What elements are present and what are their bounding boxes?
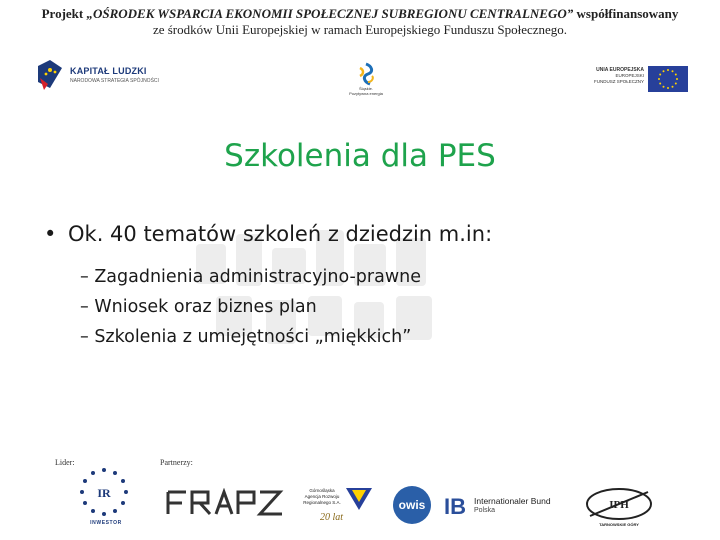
eu-flag-icon xyxy=(648,66,688,92)
project-title-line xyxy=(0,6,720,22)
inwestor-logo xyxy=(72,464,136,530)
inwestor-emblem-icon xyxy=(72,464,136,520)
iph-city: TARNOWSKIE GÓRY xyxy=(599,522,639,527)
sub-bullet-list xyxy=(80,266,421,356)
inwestor-name: INWESTOR xyxy=(90,520,122,526)
eu-logo xyxy=(588,64,690,94)
sub-bullet-item: – Szkolenia z umiejętności „miękkich” xyxy=(80,327,412,347)
ib-name: Internationaler Bund xyxy=(474,496,551,506)
funding-line: ze środków Unii Europejskiej w ramach Europejskiego Funduszu Społecznego. xyxy=(152,22,568,37)
slide-title: Szkolenia dla PES xyxy=(224,138,496,174)
owis-text: owis xyxy=(398,498,426,512)
garr-line1: Górnośląska xyxy=(309,488,335,493)
slaskie-logo xyxy=(344,62,388,102)
garr-line2: Agencja Rozwoju xyxy=(304,494,340,499)
frapz-logo-icon xyxy=(164,488,286,518)
garr-years: 20 lat xyxy=(320,512,344,523)
project-suffix: współfinansowany xyxy=(573,6,679,21)
garr-logo xyxy=(300,486,374,528)
main-bullet xyxy=(44,222,492,246)
eu-line3: FUNDUSZ SPOŁECZNY xyxy=(593,79,644,84)
eu-line1: UNIA EUROPEJSKA xyxy=(596,67,644,73)
ib-logo xyxy=(444,492,568,524)
garr-text xyxy=(300,488,344,506)
lider-label: Lider: xyxy=(55,458,75,467)
garr-emblem-icon xyxy=(346,488,372,510)
project-name: „OŚRODEK WSPARCIA EKONOMII SPOŁECZNEJ SUBREGIONU CENTRALNEGO” xyxy=(86,6,574,21)
kapital-ludzki-sub: NARODOWA STRATEGIA SPÓJNOŚCI xyxy=(70,78,159,84)
eu-line2: EUROPEJSKI xyxy=(615,73,644,78)
ib-country: Polska xyxy=(474,507,496,514)
slaskie-name: Śląskie. xyxy=(358,86,373,91)
project-header xyxy=(0,6,720,38)
iph-letters: IPH xyxy=(609,499,629,511)
main-bullet-text: Ok. 40 tematów szkoleń z dziedzin m.in: xyxy=(68,222,493,246)
kapital-ludzki-name: KAPITAŁ LUDZKI xyxy=(70,66,147,76)
iph-logo xyxy=(584,486,654,530)
garr-line3: Regionalnego S.A. xyxy=(303,500,341,505)
project-prefix: Projekt xyxy=(41,6,87,21)
iph-emblem-icon xyxy=(584,486,654,522)
owis-logo-icon xyxy=(390,484,434,526)
slaskie-swirl-icon xyxy=(354,62,378,86)
svg-text:IR: IR xyxy=(97,486,111,500)
bullet-marker: • xyxy=(44,222,57,246)
sub-bullet-item: – Wniosek oraz biznes plan xyxy=(80,297,317,317)
sub-bullet-item: – Zagadnienia administracyjno-prawne xyxy=(80,267,421,287)
kapital-ludzki-emblem-icon xyxy=(36,58,64,92)
kapital-ludzki-logo xyxy=(36,58,176,94)
eu-text xyxy=(588,67,644,85)
slaskie-text xyxy=(344,86,388,96)
ib-mark: IB xyxy=(444,494,466,519)
partnerzy-label: Partnerzy: xyxy=(160,458,193,467)
slaskie-sub: Pozytywna energia xyxy=(349,91,383,96)
